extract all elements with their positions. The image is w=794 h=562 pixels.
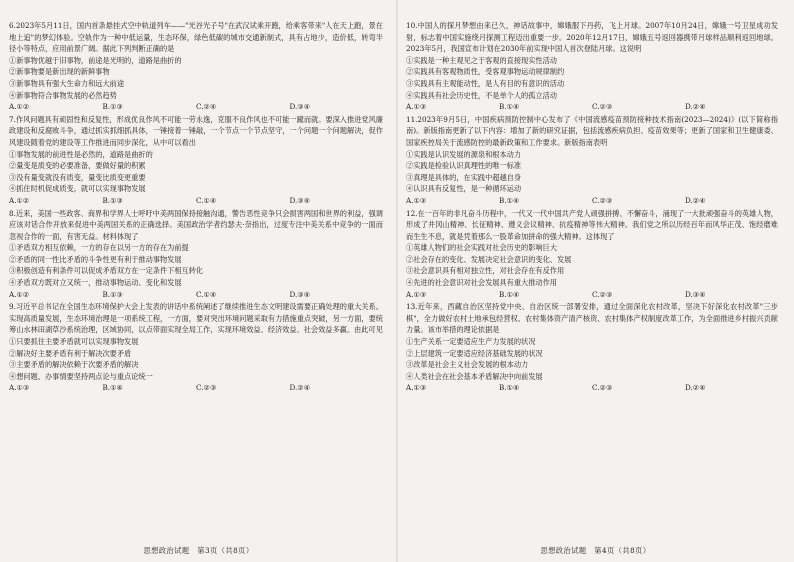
option-statement: ②解决好主要矛盾有利于解决次要矛盾 (9, 348, 132, 358)
answer-choice: A.①② (9, 195, 30, 205)
option-statement: ①实践是一种主观见之于客观的直接现实性活动 (406, 55, 557, 65)
answer-choice: D.②④ (685, 383, 706, 393)
question-stem: 13.近年来，西藏自治区坚持党中央、自治区统一部署安排，通过全面深化农村改革，坚决下好深化农村改革"三步棋"，全力做好农村土地承包经营权、农村集体资产清产核资、农村集体产权制度改革工作，为全面推进乡村振兴贡献力量。该市举措的理论依据是 (406, 302, 778, 335)
answer-choice: C.②③ (592, 102, 613, 112)
answer-choice: D.②④ (289, 383, 311, 393)
option-statement: ③积极创造有利条件可以促成矛盾双方在一定条件下相互转化 (9, 266, 204, 276)
answer-choices (406, 195, 778, 207)
question (406, 208, 778, 301)
option-statement: ①新事物优越于旧事物，前途是光明的，道路是曲折的 (9, 55, 182, 65)
option-statement: ②社会存在的变化、发展决定社会意识的变化、发展 (406, 254, 572, 264)
question-stem: 10.中国人的探月梦想由来已久，神话故事中，嫦娥服下丹药，飞上月球。2007年10月24日，嫦娥一号卫星成功发射，标志着中国实施绕月探测工程迈出重要一步。2020年12月17日，嫦娥五号返回器携带月球样品顺利返回地球。2023年5月，我国宣布计划在2030年前实现中国人首次登陆月球。这说明 (406, 21, 778, 54)
answer-choice: C.①④ (196, 289, 217, 299)
answer-choice: D.③④ (289, 102, 311, 112)
question-stem: 12.在一百年的非凡奋斗历程中，一代又一代中国共产党人顽强拼搏、不懈奋斗，涌现了一大批顽强奋斗的英雄人物，形成了井冈山精神、长征精神、遵义会议精神、抗疫精神等伟大精神。我们党之所以历经百年而风华正茂、饱经磨难而生生不息，就是凭着那么一股革命加拼命的强大精神。这体现了 (406, 208, 778, 241)
option-statement: ②实践是检验认识真理性的唯一标准 (406, 161, 522, 171)
question (9, 301, 383, 394)
answer-choice: B.①③ (102, 289, 123, 299)
answer-choice: C.①④ (196, 195, 217, 205)
option-statement: ④新事物符合事物发展的必然趋势 (9, 90, 117, 100)
page-footer: 思想政治试题 第3页（共8页） (143, 546, 254, 555)
answer-choice: D.②④ (685, 195, 706, 205)
question (406, 301, 778, 394)
answer-choice: D.③④ (289, 289, 311, 299)
option-statement: ③真理是具体的，在实践中超越自身 (406, 172, 522, 182)
answer-choice: C.②③ (196, 383, 217, 393)
option-statement: ②上层建筑一定要适应经济基础发展的状况 (406, 348, 543, 358)
question (406, 114, 778, 207)
page-footer: 思想政治试题 第4页（共8页） (540, 546, 651, 555)
option-statement: ①矛盾双方相互依赖，一方的存在以另一方的存在为前提 (9, 243, 189, 253)
question (406, 20, 778, 113)
option-statement: ②量变是质变的必要准备，要做好量的积累 (9, 161, 146, 171)
option-statement: ①实践是认识发展的源泉和根本动力 (406, 149, 522, 159)
question (9, 114, 383, 207)
answer-choice: A.①② (9, 289, 30, 299)
answer-choice: B.①③ (102, 102, 123, 112)
option-statement: ①事物发展的前进性是必然的，道路是曲折的 (9, 149, 153, 159)
answer-choice: A.①③ (9, 383, 30, 393)
question-stem: 8.近来，美国一些政客、商界和学界人士呼吁中美两国保持接触沟通，警告恶性竞争只会损害两国和世界的利益，强调应该对话合作开放来促进中美两国关系的正确选择。美国政治学者约瑟夫·奈指出，过度专注中美关系中竞争的一面而忽视合作的一面，有害无益。材料体现了 (9, 208, 383, 241)
option-statement: ②新事物要是新出现的新鲜事物 (9, 67, 110, 77)
option-statement: ③没有量变就没有质变，量变比质变更重要 (9, 172, 146, 182)
answer-choice: C.②③ (592, 383, 613, 393)
option-statement: ③新事物具有强大生命力和远大前途 (9, 78, 125, 88)
answer-choice: B.①④ (499, 289, 520, 299)
answer-choices (406, 382, 778, 394)
option-statement: ③主要矛盾的解决依赖于次要矛盾的解决 (9, 360, 139, 370)
answer-choice: B.①④ (499, 102, 520, 112)
option-statement: ④想问题、办事情要坚持两点论与重点论统一 (9, 371, 153, 381)
option-statement: ④矛盾双方既对立又统一，推动事物运动、变化和发展 (9, 278, 182, 288)
answer-choice: A.①③ (406, 289, 427, 299)
answer-choices (9, 195, 383, 207)
option-statement: ①只要抓住主要矛盾就可以实现事物发展 (9, 337, 139, 347)
option-statement: ④抓住时机促成质变，就可以实现事物发展 (9, 184, 146, 194)
answer-choice: B.①④ (102, 383, 123, 393)
option-statement: ③改革是社会主义社会发展的根本动力 (406, 360, 529, 370)
option-statement: ④实践具有社会历史性，不是单个人的孤立活动 (406, 90, 557, 100)
option-statement: ③实践具有主观能动性，是人有目的有意识的活动 (406, 78, 565, 88)
option-statement: ②实践具有客观物质性，受客观事物运动规律制约 (406, 67, 565, 77)
answer-choice: D.③④ (289, 195, 311, 205)
question-stem: 7.作风问题具有顽固性和反复性，形成优良作风不可能一劳永逸，克服不良作风也不可能一蹴而就。要深入推进党风廉政建设和反腐败斗争，通过抓实抓细抓具体，一锤接着一锤敲，一个节点一个节点坚守，一个问题一个问题解决，促作风建设随着党的建设等工作推进而同步深化，从中可以看出 (9, 114, 383, 147)
answer-choices (9, 289, 383, 301)
answer-choices (9, 101, 383, 113)
answer-choice: B.①④ (499, 383, 520, 393)
answer-choice: D.③④ (685, 289, 706, 299)
question (9, 208, 383, 301)
question-stem: 6.2023年5月11日，国内首条悬挂式空中轨道列车——"光谷光子号"在武汉试乘开跑，给乘客带来"人在天上跑，景在地上追"的梦幻体验。空轨作为一种中低运量，生态环保，绿色低碳的城市交通新制式，具有占地少，造价低，转弯半径小等特点，应用前景广阔。据此下列判断正确的是 (9, 21, 383, 54)
question (9, 20, 383, 113)
answer-choice: A.①③ (406, 195, 427, 205)
option-statement: ③社会意识具有相对独立性，对社会存在有反作用 (406, 266, 565, 276)
right-page (397, 0, 794, 562)
answer-choices (406, 289, 778, 301)
option-statement: ④认识具有反复性，是一种循环运动 (406, 184, 522, 194)
answer-choice: A.①③ (406, 383, 427, 393)
answer-choices (9, 382, 383, 394)
answer-choice: C.②③ (592, 195, 613, 205)
option-statement: ②矛盾的同一性比矛盾的斗争性更有利于推动事物发展 (9, 254, 182, 264)
answer-choice: A.①③ (406, 102, 427, 112)
answer-choice: C.②③ (592, 289, 613, 299)
option-statement: ①生产关系一定要适应生产力发展的状况 (406, 337, 536, 347)
option-statement: ①英雄人物们的社会实践对社会历史的影响巨大 (406, 243, 557, 253)
question-stem: 11.2023年9月5日，中国疾病预防控制中心发布了《中国流感疫苗预防接种技术指南(2023—2024)》(以下简称指南)。新版指南更新了以下内容：增加了新的研究证据，包括流感疾病负担、疫苗效果等；更新了国家和卫生健康委、国家疾控局关于流感防控的最新政策和工作要求。新版指南表明 (406, 114, 778, 147)
answer-choice: D.②④ (685, 102, 706, 112)
answer-choice: B.①③ (102, 195, 123, 205)
answer-choice: B.①④ (499, 195, 520, 205)
answer-choices (406, 101, 778, 113)
option-statement: ④人类社会在社会基本矛盾解决中向前发展 (406, 371, 543, 381)
answer-choice: C.②④ (196, 102, 217, 112)
option-statement: ④先进的社会意识对社会发展具有重大推动作用 (406, 278, 557, 288)
answer-choice: A.①② (9, 102, 30, 112)
question-stem: 9.习近平总书记在全国生态环境保护大会上发表的讲话中系统阐述了继续推进生态文明建设需要正确处理的重大关系。实现高质量发展，生态环境治理是一项系统工程，一方面，要对突出环境问题采取有力措施重点突破，另一方面，要统筹山水林田湖草沙系统治理，区域协同，以点带面实现全局工作，实现环境效益、经济效益、社会效益多赢。由此可见 (9, 302, 383, 335)
